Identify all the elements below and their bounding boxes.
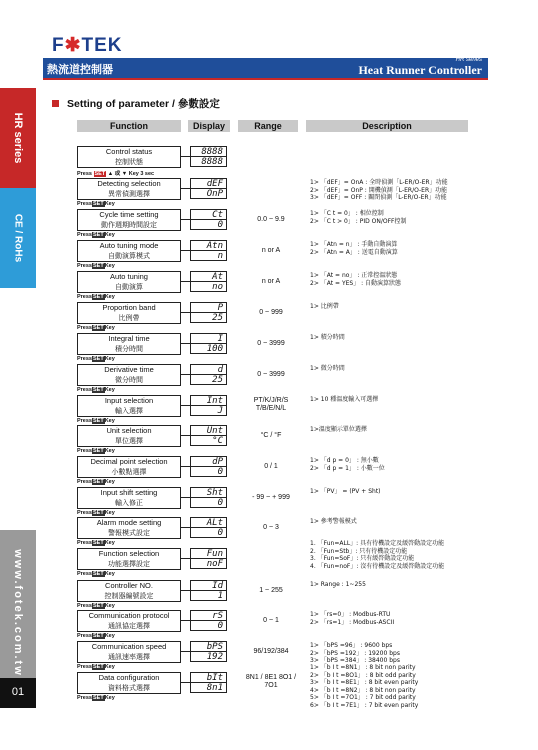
function-label-zh: 單位選擇	[115, 437, 143, 445]
display-readout	[190, 364, 227, 385]
title-bar	[43, 58, 488, 78]
press-label: Press	[77, 571, 92, 577]
description-text	[310, 426, 510, 434]
press-label: Press	[77, 603, 92, 609]
function-box	[77, 271, 181, 293]
set-key-icon: SET	[93, 263, 104, 269]
connector-line	[181, 405, 190, 406]
display-value: 0	[217, 528, 223, 538]
function-label-en: Cycle time setting	[99, 210, 159, 219]
description-line: 2> 「C t > 0」 : PID ON/OFF控制	[310, 217, 407, 225]
display-parameter-code: Sht	[191, 488, 226, 498]
key-label: Key	[104, 294, 115, 300]
press-label: Press	[77, 540, 92, 546]
key-label: Key	[104, 479, 115, 485]
description-line: 1> 「d p = 0」 : 無小數	[310, 457, 379, 464]
description-line: 1> 微分時間	[310, 365, 345, 372]
description-text	[310, 303, 510, 311]
display-parameter-code: d	[191, 365, 226, 375]
range-value: n or A	[261, 247, 281, 254]
page-number: 01	[0, 678, 36, 708]
function-box	[77, 146, 181, 168]
function-label-zh: 通訊速率選擇	[108, 653, 150, 661]
display-value: OnP	[206, 189, 223, 199]
description-text	[310, 241, 510, 256]
range-value: PT/K/J/R/S T/B/E/N/L	[253, 397, 289, 412]
description-line: 5> 「b I t =7O1」 : 7 bit odd parity	[310, 694, 416, 702]
description-text	[310, 179, 510, 202]
description-line: 1> 「dEF」= OnA : 全時偵測「L-ER/O-ER」功能	[310, 179, 448, 186]
key-label: Key	[104, 540, 115, 546]
display-readout	[190, 209, 227, 230]
press-key-note	[77, 510, 115, 516]
display-parameter-code: Atn	[191, 241, 226, 251]
description-line: 4. 「Fun=noF」: 沒有待機設定及緩啓動設定功能	[310, 562, 445, 570]
description-line: 3> 「dEF」= OFF : 關閉偵測「L-ER/O-ER」功能	[310, 194, 447, 202]
description-text	[310, 365, 510, 373]
connector-line	[181, 497, 190, 498]
set-key-icon: SET	[93, 479, 104, 485]
connector-line	[181, 527, 190, 528]
range-value: - 99 ~ + 999	[252, 494, 290, 501]
display-value: 25	[212, 313, 223, 323]
function-label-en: Control status	[105, 147, 153, 156]
set-key-icon: SET	[93, 510, 104, 516]
function-label-zh: 小數點選擇	[111, 468, 147, 476]
description-text	[310, 396, 510, 404]
press-key-note	[77, 356, 115, 362]
description-line: 2> 「rs=1」 : Modbus-ASCII	[310, 618, 395, 626]
display-readout	[190, 517, 227, 538]
display-value: 0	[217, 498, 223, 508]
function-label-en: Alarm mode setting	[96, 518, 162, 527]
function-label-zh: 控制器編號設定	[104, 592, 154, 600]
press-label: Press	[77, 201, 92, 207]
section-heading-text: Setting of parameter / 參數設定	[67, 98, 220, 110]
range-value: 0 / 1	[264, 463, 278, 470]
column-header-function: Function	[77, 120, 181, 132]
function-label-en: Proportion band	[102, 303, 156, 312]
description-line: 1> 「PV」 = (PV + Sht)	[310, 488, 381, 495]
function-box	[77, 333, 181, 355]
display-value: J	[217, 406, 223, 416]
press-label: Press	[77, 387, 92, 393]
display-readout	[190, 672, 227, 693]
description-line: 1> 參考警報模式	[310, 518, 357, 525]
function-label-zh: 異常偵測選擇	[108, 190, 150, 198]
function-label-en: Controller NO.	[105, 581, 153, 590]
column-header-display: Display	[188, 120, 230, 132]
function-label-zh: 動作週期時間設定	[101, 221, 157, 229]
column-header-range: Range	[238, 120, 298, 132]
key-label: Key	[104, 325, 115, 331]
hold-time-label: 3 sec	[140, 171, 155, 177]
description-text	[310, 611, 510, 626]
function-label-en: Derivative time	[104, 365, 154, 374]
function-box	[77, 456, 181, 478]
press-key-note	[77, 418, 115, 424]
description-text	[310, 488, 510, 496]
fotek-logo	[52, 34, 123, 57]
description-line: 1> 「rs=0」 : Modbus-RTU	[310, 611, 391, 618]
set-key-icon: SET	[93, 356, 104, 362]
function-box	[77, 580, 181, 602]
key-label: Key	[104, 356, 115, 362]
display-readout	[190, 333, 227, 354]
function-label-zh: 微分時間	[115, 376, 143, 384]
description-text	[310, 272, 510, 287]
function-label-en: Data configuration	[98, 673, 160, 682]
set-key-icon: SET	[93, 387, 104, 393]
function-box	[77, 425, 181, 447]
display-readout	[190, 302, 227, 323]
press-key-note	[77, 325, 115, 331]
description-line: 1> 「Atn = n」 : 手動自動演算	[310, 241, 398, 248]
display-value: 192	[206, 652, 223, 662]
description-line: 2> 「bPS =192」 : 19200 bps	[310, 649, 400, 657]
display-readout	[190, 271, 227, 292]
description-line: 1> 「C t = 0」 : 相位控制	[310, 210, 384, 217]
press-key-note	[77, 664, 115, 670]
range-value: 1 ~ 255	[259, 587, 283, 594]
function-label-en: Input shift setting	[100, 488, 158, 497]
description-line: 1> 「At = no」 : 正常控溫狀態	[310, 272, 398, 279]
function-label-zh: 輸入修正	[115, 499, 143, 507]
display-readout	[190, 146, 227, 167]
range-value: 0 ~ 3	[263, 524, 279, 531]
press-label: Press	[77, 356, 92, 362]
display-value: 8n1	[206, 683, 223, 693]
connector-line	[181, 620, 190, 621]
connector-line	[181, 250, 190, 251]
press-label: Press	[77, 695, 92, 701]
press-label: Press	[77, 633, 92, 639]
section-heading	[52, 96, 220, 111]
function-label-zh: 自動演算模式	[108, 252, 150, 260]
function-box	[77, 395, 181, 417]
description-line: 1. 「Fun=ALL」: 具有待機設定及緩啓動設定功能	[310, 540, 445, 547]
range-value: 0 ~ 999	[259, 309, 283, 316]
connector-line	[181, 156, 190, 157]
press-key-note	[77, 232, 115, 238]
description-text	[310, 334, 510, 342]
connector-line	[181, 466, 190, 467]
function-label-en: Function selection	[98, 549, 160, 558]
display-readout	[190, 456, 227, 477]
connector-line	[181, 374, 190, 375]
set-key-icon: SET	[93, 325, 104, 331]
range-value: 96/192/384	[253, 648, 289, 655]
function-label-en: Detecting selection	[97, 179, 161, 188]
description-line: 6> 「b I t =7E1」 : 7 bit even parity	[310, 701, 419, 709]
function-label-en: Auto tuning	[110, 272, 148, 281]
press-key-note	[77, 201, 115, 207]
description-line: 1> 「b I t =8N1」 : 8 bit non parity	[310, 664, 416, 671]
connector-line	[181, 281, 190, 282]
description-line: 1>溫度顯示單位選擇	[310, 426, 367, 433]
display-value: 8888	[201, 157, 223, 167]
press-label: Press	[77, 232, 92, 238]
function-box	[77, 672, 181, 694]
key-label: Key	[104, 510, 115, 516]
description-line: 2> 「Atn = A」 : 送電自動演算	[310, 248, 398, 256]
press-key-note	[77, 540, 115, 546]
arrow-keys-icon: ▲ 或 ▼	[106, 171, 129, 177]
set-key-icon: SET	[93, 418, 104, 424]
logo-star-icon: ✱	[64, 35, 82, 56]
function-label-en: Communication protocol	[88, 611, 170, 620]
range-value: 0 ~ 3999	[257, 340, 285, 347]
press-key-note	[77, 263, 115, 269]
function-box	[77, 610, 181, 632]
press-key-note	[77, 603, 115, 609]
connector-line	[181, 188, 190, 189]
function-box	[77, 364, 181, 386]
function-label-zh: 輸入選擇	[115, 407, 143, 415]
display-value: 0	[217, 621, 223, 631]
press-key-note	[77, 695, 115, 701]
side-tab-ce-rohs: CE / RoHs	[0, 188, 36, 288]
set-key-icon: SET	[93, 603, 104, 609]
description-line: 1> 10 種溫度輸入可選擇	[310, 396, 379, 403]
display-parameter-code: At	[191, 272, 226, 282]
display-readout	[190, 487, 227, 508]
display-value: noF	[206, 559, 223, 569]
display-parameter-code: P	[191, 303, 226, 313]
description-line: 3> 「bPS =384」 : 38400 bps	[310, 657, 400, 665]
key-label: Key	[104, 448, 115, 454]
logo-text-f: F	[52, 35, 65, 56]
function-box	[77, 209, 181, 231]
key-label: Key	[104, 263, 115, 269]
range-value: 0 ~ 3999	[257, 371, 285, 378]
press-key-note	[77, 571, 115, 577]
function-box	[77, 517, 181, 539]
display-parameter-code: 8888	[191, 147, 226, 157]
set-key-icon: SET	[93, 540, 104, 546]
display-parameter-code: Id	[191, 581, 226, 591]
set-key-icon: SET	[93, 448, 104, 454]
side-tab-hr-series: HR series	[0, 88, 36, 188]
description-text	[310, 540, 510, 570]
set-key-icon: SET	[94, 171, 106, 177]
function-box	[77, 487, 181, 509]
press-key-note	[77, 448, 115, 454]
press-label: Press	[77, 263, 92, 269]
function-label-zh: 比例帶	[118, 314, 140, 322]
range-value: 0 ~ 1	[263, 617, 279, 624]
press-label: Press	[77, 448, 92, 454]
description-line: 1> 積分時間	[310, 334, 345, 341]
display-value: 25	[212, 375, 223, 385]
display-parameter-code: I	[191, 334, 226, 344]
key-label: Key	[104, 232, 115, 238]
key-label: Key	[104, 418, 115, 424]
connector-line	[181, 312, 190, 313]
display-value: 0	[217, 467, 223, 477]
function-label-zh: 自動演算	[115, 283, 143, 291]
key-label: Key	[104, 571, 115, 577]
press-key-note	[77, 633, 115, 639]
description-line: 2. 「Fun=Stb」: 只有待機設定功能	[310, 547, 408, 555]
title-chinese: 熱流道控制器	[47, 63, 113, 76]
press-key-note	[77, 479, 115, 485]
key-label: Key	[104, 664, 115, 670]
range-value: 0.0 ~ 9.9	[257, 216, 285, 223]
range-value: 8N1 / 8E1 8O1 / 7O1	[245, 674, 297, 689]
description-text	[310, 210, 510, 225]
press-key-note	[77, 387, 115, 393]
function-box	[77, 641, 181, 663]
key-label: Key	[104, 387, 115, 393]
description-line: 4> 「b I t =8N2」 : 8 bit non parity	[310, 686, 416, 694]
description-line: 1> Range : 1~255	[310, 581, 366, 588]
bullet-square-icon	[52, 100, 59, 107]
connector-line	[181, 682, 190, 683]
display-value: °C	[212, 436, 223, 446]
connector-line	[181, 558, 190, 559]
press-label: Press	[77, 171, 94, 177]
press-key-note	[77, 169, 154, 177]
function-label-en: Communication speed	[91, 642, 167, 651]
display-parameter-code: Int	[191, 396, 226, 406]
display-value: 1	[217, 591, 223, 601]
press-label: Press	[77, 325, 92, 331]
connector-line	[181, 651, 190, 652]
function-label-en: Auto tuning mode	[99, 241, 159, 250]
display-parameter-code: Ct	[191, 210, 226, 220]
display-parameter-code: rS	[191, 611, 226, 621]
press-label: Press	[77, 418, 92, 424]
logo-text-tek: TEK	[81, 35, 123, 56]
set-key-icon: SET	[93, 664, 104, 670]
column-header-description: Description	[306, 120, 468, 132]
description-line: 2> 「dEF」= OnP : 開機偵測「L-ER/O-ER」功能	[310, 186, 448, 194]
function-label-zh: 資料格式選擇	[108, 684, 150, 692]
key-label: Key	[104, 603, 115, 609]
description-text	[310, 581, 510, 589]
display-readout	[190, 395, 227, 416]
function-label-zh: 通訊協定選擇	[108, 622, 150, 630]
connector-line	[181, 219, 190, 220]
set-key-icon: SET	[93, 633, 104, 639]
description-line: 3> 「b I t =8E1」 : 8 bit even parity	[310, 679, 419, 687]
display-parameter-code: dEF	[191, 179, 226, 189]
key-label: Key	[104, 201, 115, 207]
function-box	[77, 178, 181, 200]
connector-line	[181, 435, 190, 436]
function-box	[77, 548, 181, 570]
connector-line	[181, 343, 190, 344]
display-parameter-code: bPS	[191, 642, 226, 652]
display-value: 0	[217, 220, 223, 230]
set-key-icon: SET	[93, 201, 104, 207]
press-label: Press	[77, 479, 92, 485]
display-readout	[190, 641, 227, 662]
function-label-zh: 控制狀態	[115, 158, 143, 166]
display-value: n	[217, 251, 223, 261]
description-text	[310, 457, 510, 472]
function-label-en: Integral time	[108, 334, 150, 343]
set-key-icon: SET	[93, 571, 104, 577]
set-key-icon: SET	[93, 695, 104, 701]
display-parameter-code: Fun	[191, 549, 226, 559]
key-label: Key	[104, 695, 115, 701]
side-tab-website: www.fotek.com.tw	[0, 530, 36, 695]
description-text	[310, 642, 510, 665]
title-english: Heat Runner Controller	[358, 63, 482, 77]
press-key-note	[77, 294, 115, 300]
display-readout	[190, 610, 227, 631]
function-label-zh: 功能選擇設定	[108, 560, 150, 568]
key-label: Key	[128, 171, 141, 177]
press-label: Press	[77, 294, 92, 300]
display-readout	[190, 425, 227, 446]
title-underline	[43, 78, 488, 80]
display-parameter-code: Unt	[191, 426, 226, 436]
description-text	[310, 664, 510, 710]
range-value: n or A	[261, 278, 281, 285]
function-label-en: Unit selection	[106, 426, 152, 435]
press-label: Press	[77, 510, 92, 516]
key-label: Key	[104, 633, 115, 639]
function-label-en: Input selection	[104, 396, 154, 405]
display-readout	[190, 580, 227, 601]
display-readout	[190, 240, 227, 261]
function-label-zh: 積分時間	[115, 345, 143, 353]
set-key-icon: SET	[93, 232, 104, 238]
description-line: 2> 「d p = 1」 : 小數一位	[310, 464, 385, 472]
description-line: 1> 「bPS =96」 : 9600 bps	[310, 642, 393, 649]
display-parameter-code: dP	[191, 457, 226, 467]
display-readout	[190, 178, 227, 199]
display-readout	[190, 548, 227, 569]
function-label-en: Decimal point selection	[90, 457, 168, 466]
set-key-icon: SET	[93, 294, 104, 300]
description-line: 2> 「b I t =8O1」 : 8 bit odd parity	[310, 671, 416, 679]
function-box	[77, 302, 181, 324]
display-parameter-code: ALt	[191, 518, 226, 528]
range-value: °C / °F	[260, 432, 282, 439]
description-line: 1> 比例帶	[310, 303, 339, 310]
press-label: Press	[77, 664, 92, 670]
title-series: HR series	[455, 57, 482, 63]
description-text	[310, 518, 510, 526]
function-box	[77, 240, 181, 262]
display-value: no	[212, 282, 223, 292]
description-line: 3. 「Fun=SoF」: 只有緩啓動設定功能	[310, 555, 415, 563]
display-value: 100	[206, 344, 223, 354]
display-parameter-code: bIt	[191, 673, 226, 683]
description-line: 2> 「At = YES」 : 自動演算狀態	[310, 279, 402, 287]
connector-line	[181, 590, 190, 591]
function-label-zh: 警報模式設定	[108, 529, 150, 537]
